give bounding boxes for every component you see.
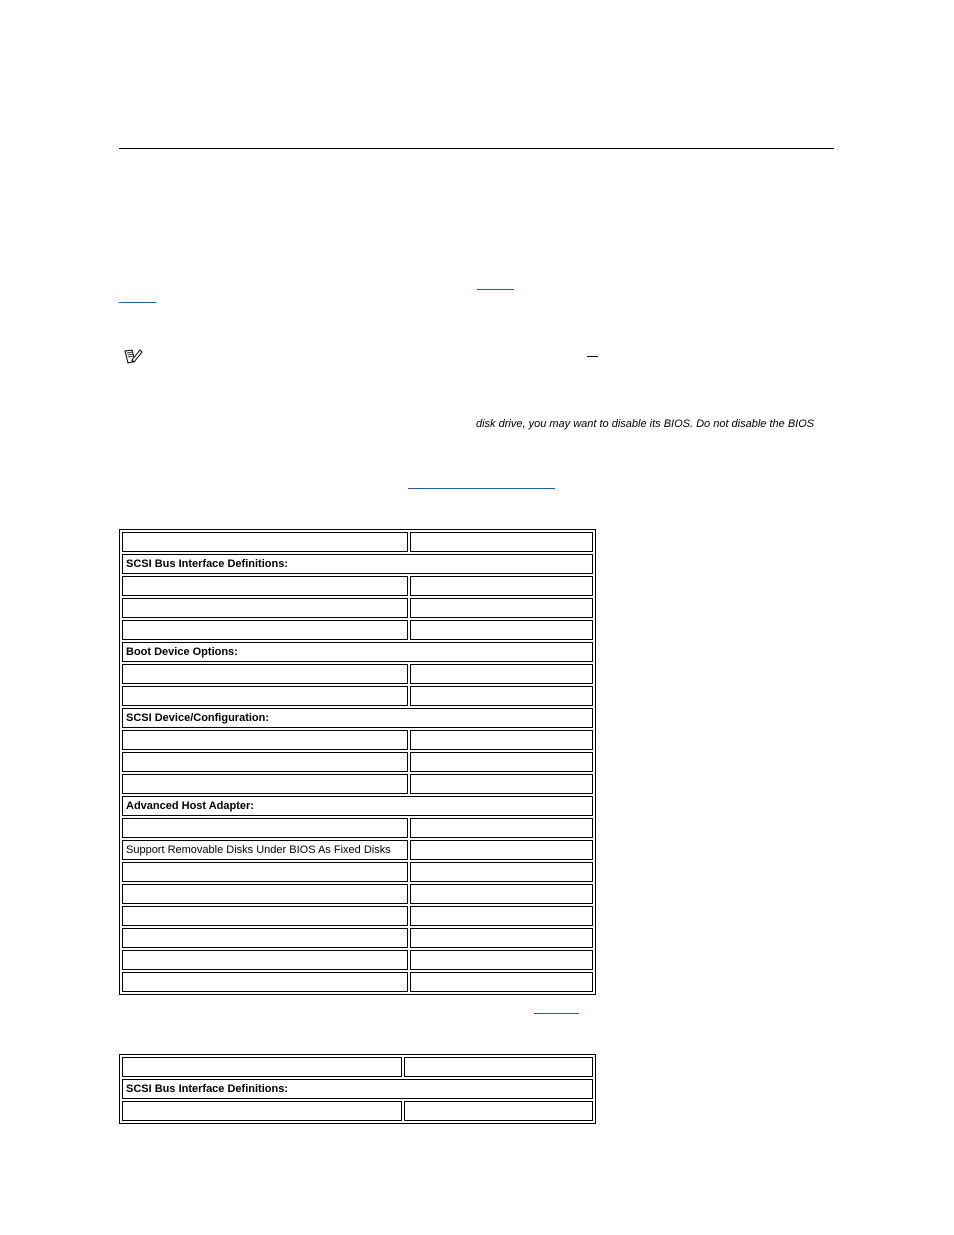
section-heading: SCSI Bus Interface Definitions: (122, 554, 593, 574)
setting-name-cell (122, 620, 408, 640)
setting-value-cell (410, 598, 593, 618)
setting-value-cell (404, 1101, 593, 1121)
table-row (122, 950, 593, 970)
setting-value-cell (410, 620, 593, 640)
section-row (122, 554, 593, 574)
note-text-fragment: disk drive, you may want to disable its BIOS. Do not disable the BIOS (476, 418, 815, 430)
setting-value-cell (410, 950, 593, 970)
section-row (122, 642, 593, 662)
note-pencil-icon (123, 347, 143, 365)
section-row (122, 708, 593, 728)
setting-value-cell (410, 906, 593, 926)
setting-value-cell (410, 664, 593, 684)
table-row (122, 576, 593, 596)
setting-value-cell (410, 576, 593, 596)
setting-value-cell (410, 862, 593, 882)
table-row (122, 598, 593, 618)
setting-name-cell (122, 730, 408, 750)
section-heading: SCSI Device/Configuration: (122, 708, 593, 728)
table-row (122, 620, 593, 640)
section-heading: Boot Device Options: (122, 642, 593, 662)
table-row (122, 1101, 593, 1121)
table-row (122, 884, 593, 904)
setting-value-cell (410, 774, 593, 794)
setting-name-cell (122, 664, 408, 684)
table-row (122, 1057, 593, 1077)
table-row (122, 818, 593, 838)
setting-value-cell (410, 752, 593, 772)
table-row (122, 774, 593, 794)
table-row (122, 906, 593, 926)
table-row (122, 532, 593, 552)
link-underline-3[interactable] (408, 488, 555, 489)
horizontal-rule (119, 148, 834, 149)
settings-table-2 (119, 1054, 596, 1124)
setting-name-cell (122, 906, 408, 926)
setting-value-cell (404, 1057, 593, 1077)
table-row (122, 686, 593, 706)
table-row (122, 928, 593, 948)
table-row (122, 840, 593, 860)
setting-name-cell (122, 950, 408, 970)
setting-name-cell (122, 928, 408, 948)
section-row (122, 1079, 593, 1099)
setting-name-cell (122, 576, 408, 596)
table-row (122, 972, 593, 992)
setting-name-cell (122, 774, 408, 794)
table-row (122, 862, 593, 882)
link-underline-2[interactable] (119, 302, 156, 303)
setting-value-cell (410, 818, 593, 838)
setting-name-cell (122, 598, 408, 618)
setting-value-cell (410, 840, 593, 860)
setting-value-cell (410, 686, 593, 706)
setting-name-cell (122, 862, 408, 882)
setting-name-cell (122, 818, 408, 838)
setting-value-cell (410, 928, 593, 948)
setting-name-cell (122, 1101, 402, 1121)
table-row (122, 664, 593, 684)
setting-name-cell (122, 752, 408, 772)
section-row (122, 796, 593, 816)
section-heading: Advanced Host Adapter: (122, 796, 593, 816)
setting-value-cell (410, 972, 593, 992)
setting-name-cell: Support Removable Disks Under BIOS As Fixed Disks (122, 840, 408, 860)
link-underline-4[interactable] (534, 1013, 579, 1014)
section-heading: SCSI Bus Interface Definitions: (122, 1079, 593, 1099)
table-row (122, 752, 593, 772)
setting-name-cell (122, 972, 408, 992)
setting-value-cell (410, 884, 593, 904)
setting-name-cell (122, 1057, 402, 1077)
settings-table-1 (119, 529, 596, 995)
setting-value-cell (410, 730, 593, 750)
link-underline-1[interactable] (477, 289, 514, 290)
dash-mark (587, 356, 598, 357)
setting-name-cell (122, 532, 408, 552)
table-row (122, 730, 593, 750)
setting-name-cell (122, 884, 408, 904)
setting-value-cell (410, 532, 593, 552)
setting-name-cell (122, 686, 408, 706)
